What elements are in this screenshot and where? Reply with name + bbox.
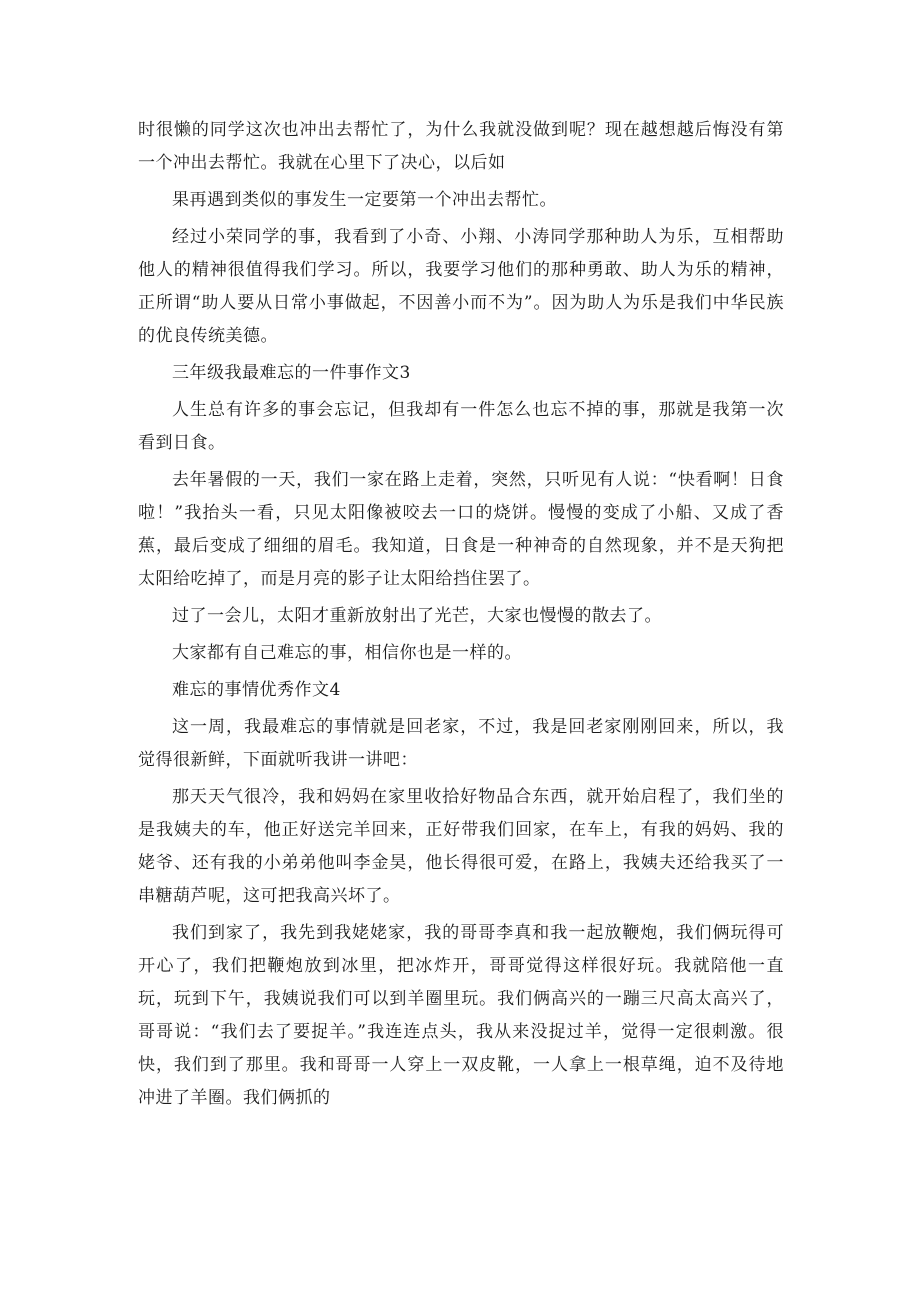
paragraph-6: 去年暑假的一天，我们一家在路上走着，突然，只听见有人说：“快看啊！日食啦！”我抬头一看，只见太阳像被咬去一口的烧饼。慢慢的变成了小船、又成了香蕉，最后变成了细细的眉毛。我知道，日食是一种神奇的自然现象，并不是天狗把太阳给吃掉了，而是月亮的影子让太阳给挡住罢了。 xyxy=(138,470,784,589)
paragraph-12: 我们到家了，我先到我姥姥家，我的哥哥李真和我一起放鞭炮，我们俩玩得可开心了，我们把鞭炮放到冰里，把冰炸开，哥哥觉得这样很好玩。我就陪他一直玩，玩到下午，我姨说我们可以到羊圈里玩。我们俩高兴的一蹦三尺高太高兴了，哥哥说：“我们去了要捉羊。”我连连点头，我从来没捉过羊，觉得一定很刺激。很快，我们到了那里。我和哥哥一人穿上一双皮靴，一人拿上一根草绳，迫不及待地冲进了羊圈。我们俩抓的 xyxy=(138,923,784,1108)
paragraph-8: 大家都有自己难忘的事，相信你也是一样的。 xyxy=(172,643,522,663)
paragraph-2: 果再遇到类似的事发生一定要第一个冲出去帮忙。 xyxy=(172,190,557,210)
essay-title-3: 三年级我最难忘的一件事作文3 xyxy=(172,363,411,383)
paragraph-1: 时很懒的同学这次也冲出去帮忙了，为什么我就没做到呢？现在越想越后悔没有第一个冲出去帮忙。我就在心里下了决心，以后如 xyxy=(138,120,784,173)
essay-title-4: 难忘的事情优秀作文4 xyxy=(172,680,341,700)
paragraph-7: 过了一会儿，太阳才重新放射出了光芒，大家也慢慢的散去了。 xyxy=(172,606,662,626)
paragraph-3: 经过小荣同学的事，我看到了小奇、小翔、小涛同学那种助人为乐，互相帮助他人的精神很值得我们学习。所以，我要学习他们的那种勇敢、助人为乐的精神，正所谓“助人要从日常小事做起，不因善小而不为”。因为助人为乐是我们中华民族的优良传统美德。 xyxy=(138,227,784,346)
paragraph-5: 人生总有许多的事会忘记，但我却有一件怎么也忘不掉的事，那就是我第一次看到日食。 xyxy=(138,400,784,453)
paragraph-11: 那天天气很冷，我和妈妈在家里收拾好物品合东西，就开始启程了，我们坐的是我姨夫的车，他正好送完羊回来，正好带我们回家，在车上，有我的妈妈、我的姥爷、还有我的小弟弟他叫李金昊，他长得很可爱，在路上，我姨夫还给我买了一串糖葫芦呢，这可把我高兴坏了。 xyxy=(138,787,784,906)
paragraph-10: 这一周，我最难忘的事情就是回老家，不过，我是回老家刚刚回来，所以，我觉得很新鲜，下面就听我讲一讲吧： xyxy=(138,717,784,770)
essay-body xyxy=(138,114,784,1115)
